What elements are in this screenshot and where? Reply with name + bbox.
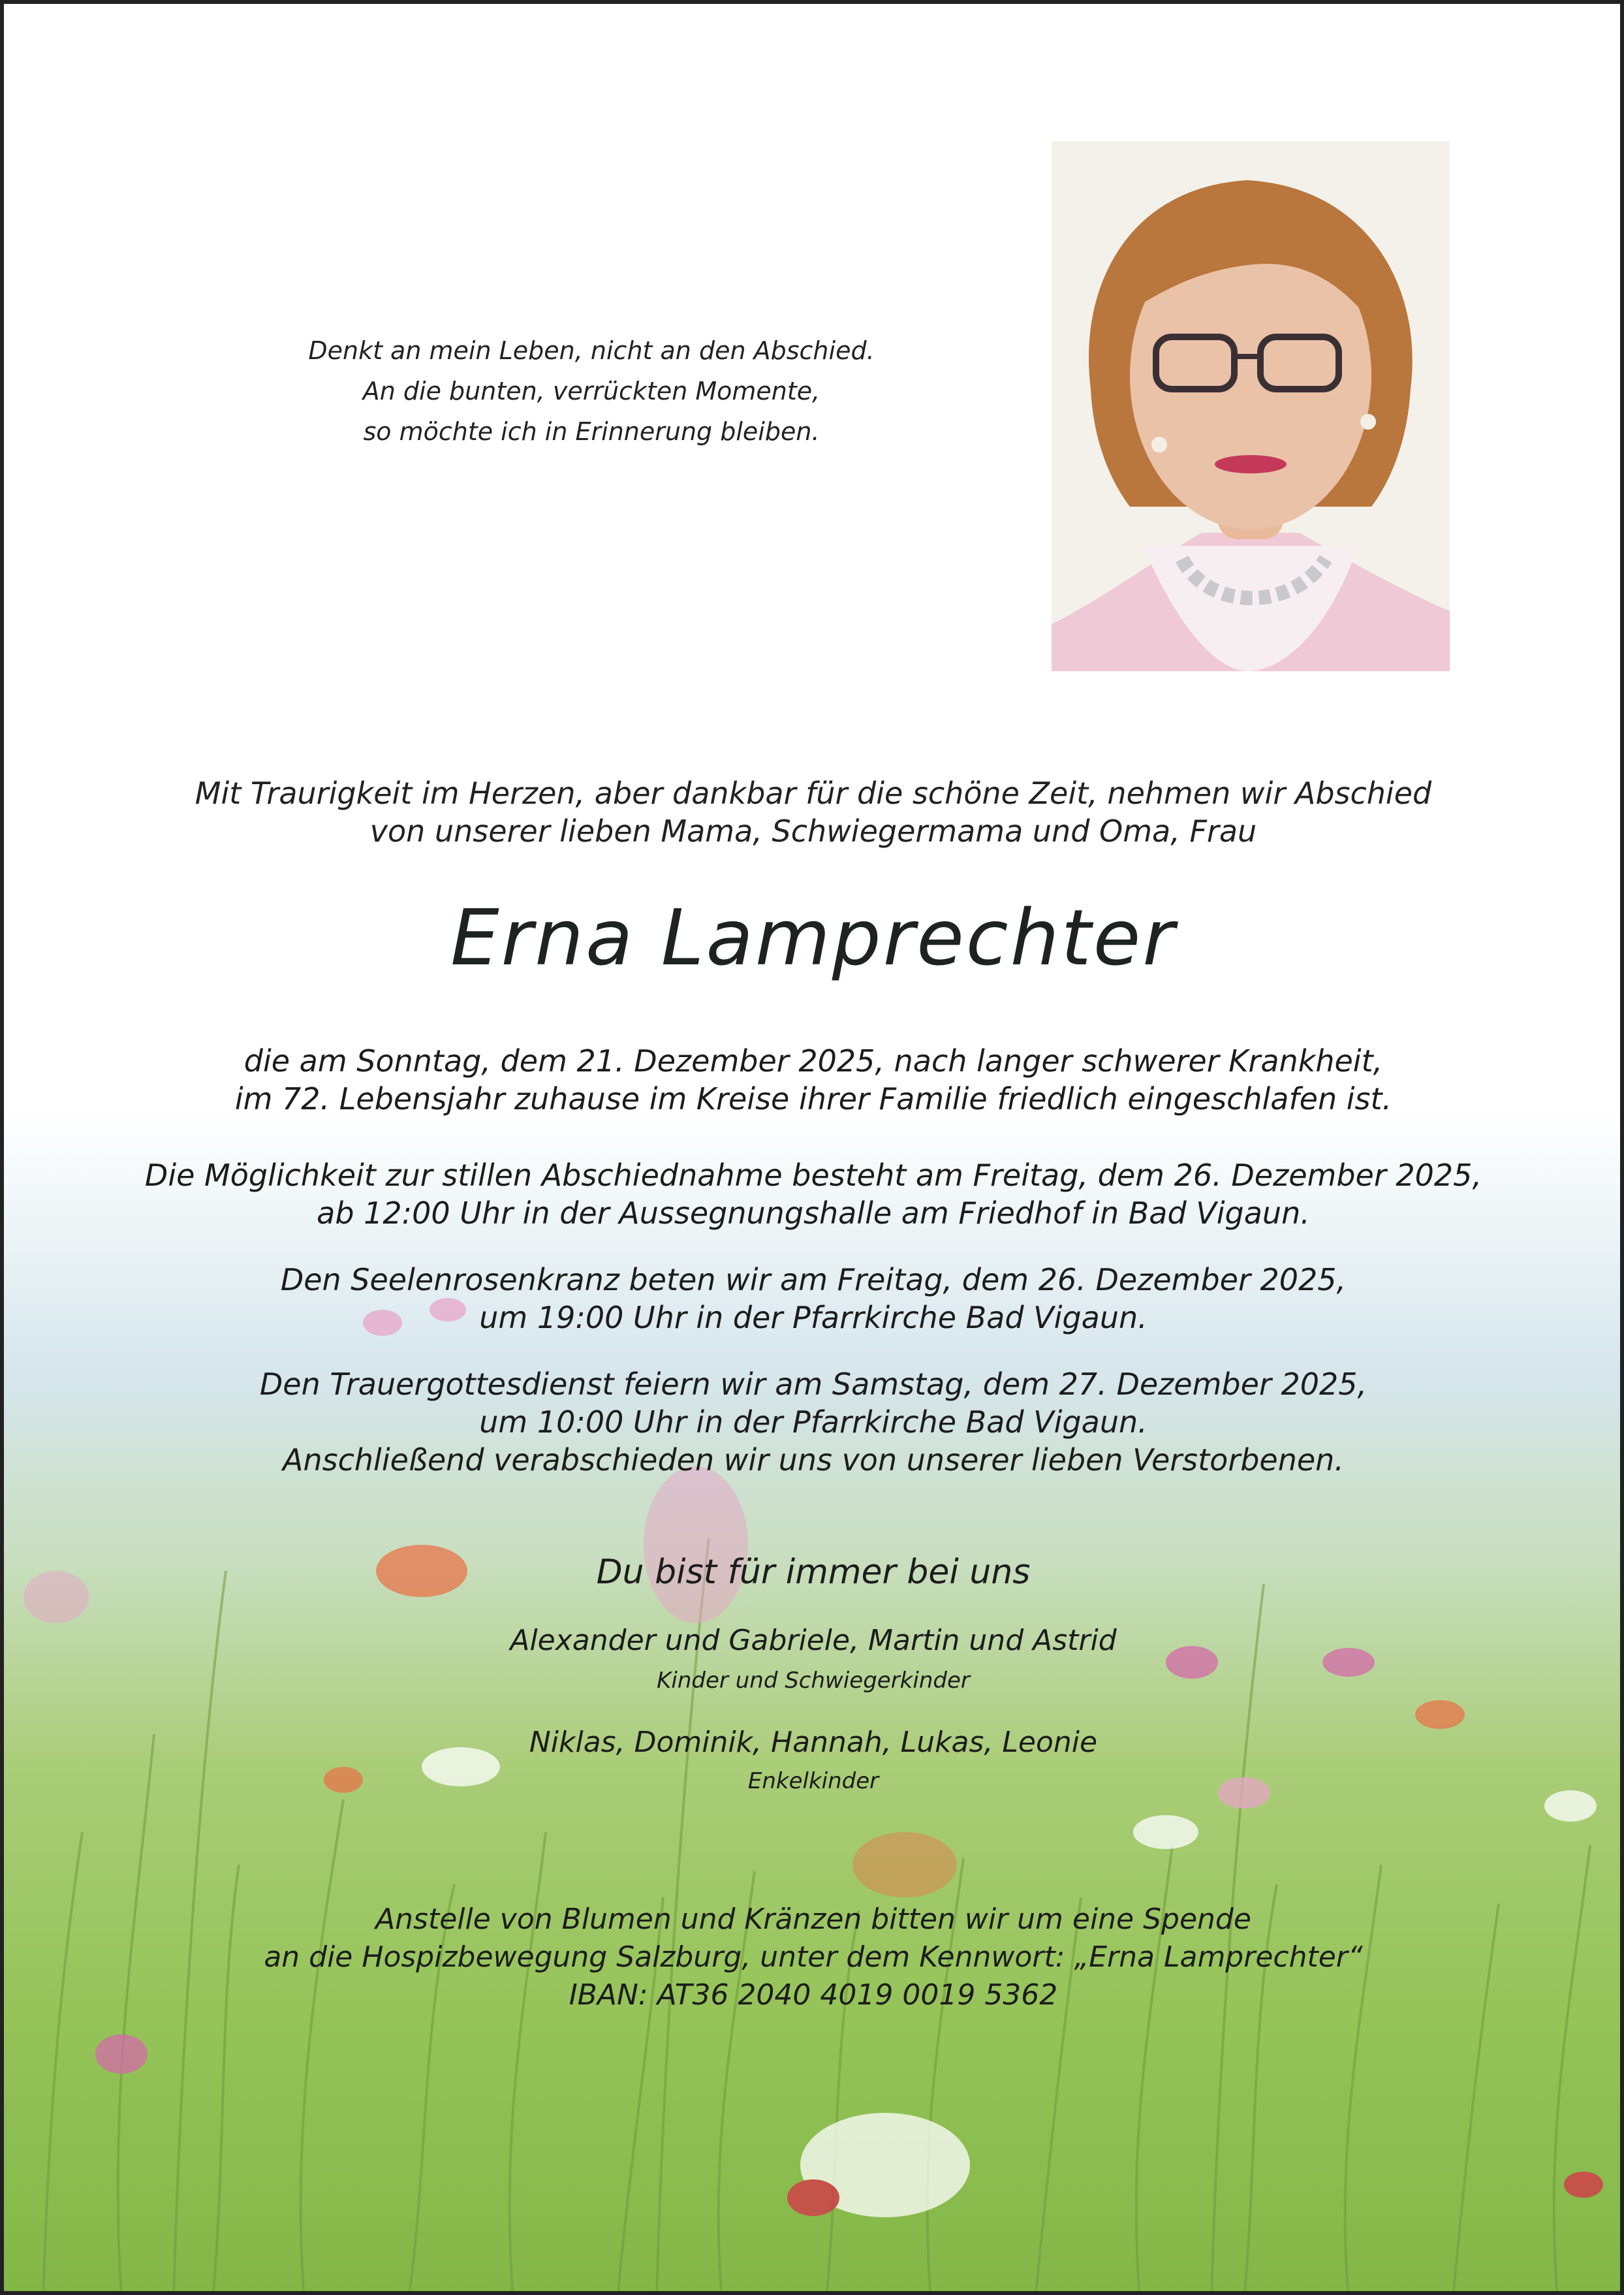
funeral-info [95, 1365, 1531, 1479]
funeral-line: Anschließend verabschieden wir uns von unserer lieben Verstorbenen. [283, 1442, 1344, 1478]
viewing-line: Die Möglichkeit zur stillen Abschiednahme besteht am Freitag, dem 26. Dezember 2025, [144, 1158, 1482, 1193]
grandchildren-role: Enkelkinder [747, 1768, 879, 1794]
donation-iban: IBAN: AT36 2040 4019 0019 5362 [569, 1978, 1058, 2012]
intro-text [108, 774, 1518, 850]
quote-line: so möchte ich in Erinnerung bleiben. [363, 417, 820, 446]
funeral-line: um 10:00 Uhr in der Pfarrkirche Bad Vigaun. [479, 1404, 1148, 1440]
quote-line: Denkt an mein Leben, nicht an den Abschied. [308, 336, 875, 365]
intro-line: von unserer lieben Mama, Schwiegermama und Oma, Frau [369, 814, 1257, 849]
death-notice-line: im 72. Lebensjahr zuhause im Kreise ihrer Familie friedlich eingeschlafen ist. [234, 1081, 1392, 1116]
portrait-illustration [1052, 141, 1450, 671]
portrait-photo [1052, 141, 1450, 671]
donation-request [134, 1901, 1492, 2014]
viewing-info [95, 1156, 1531, 1232]
children-role: Kinder und Schwiegerkinder [657, 1668, 970, 1694]
rosary-line: Den Seelenrosenkranz beten wir am Freitag, dem 26. Dezember 2025, [280, 1262, 1347, 1297]
grandchildren-names: Niklas, Dominik, Hannah, Lukas, Leonie [529, 1726, 1098, 1759]
intro-line: Mit Traurigkeit im Herzen, aber dankbar für die schöne Zeit, nehmen wir Abschied [195, 776, 1432, 811]
rosary-line: um 19:00 Uhr in der Pfarrkirche Bad Vigaun. [479, 1300, 1148, 1335]
donation-line: Anstelle von Blumen und Kränzen bitten wir um eine Spende [375, 1903, 1251, 1936]
donation-line: an die Hospizbewegung Salzburg, unter dem Kennwort: „Erna Lamprechter“ [264, 1940, 1363, 1974]
memorial-quote [278, 330, 905, 452]
children-names: Alexander und Gabriele, Martin und Astrid [510, 1624, 1117, 1657]
closing-phrase: Du bist für immer bei uns [596, 1553, 1031, 1592]
rosary-info [95, 1261, 1531, 1337]
funeral-line: Den Trauergottesdienst feiern wir am Samstag, dem 27. Dezember 2025, [259, 1367, 1367, 1402]
death-notice [95, 1042, 1531, 1118]
deceased-name: Erna Lamprechter [450, 893, 1176, 983]
viewing-line: ab 12:00 Uhr in der Aussegnungshalle am Friedhof in Bad Vigaun. [317, 1195, 1310, 1231]
quote-line: An die bunten, verrückten Momente, [362, 377, 820, 405]
death-notice-line: die am Sonntag, dem 21. Dezember 2025, nach langer schwerer Krankheit, [243, 1043, 1383, 1079]
